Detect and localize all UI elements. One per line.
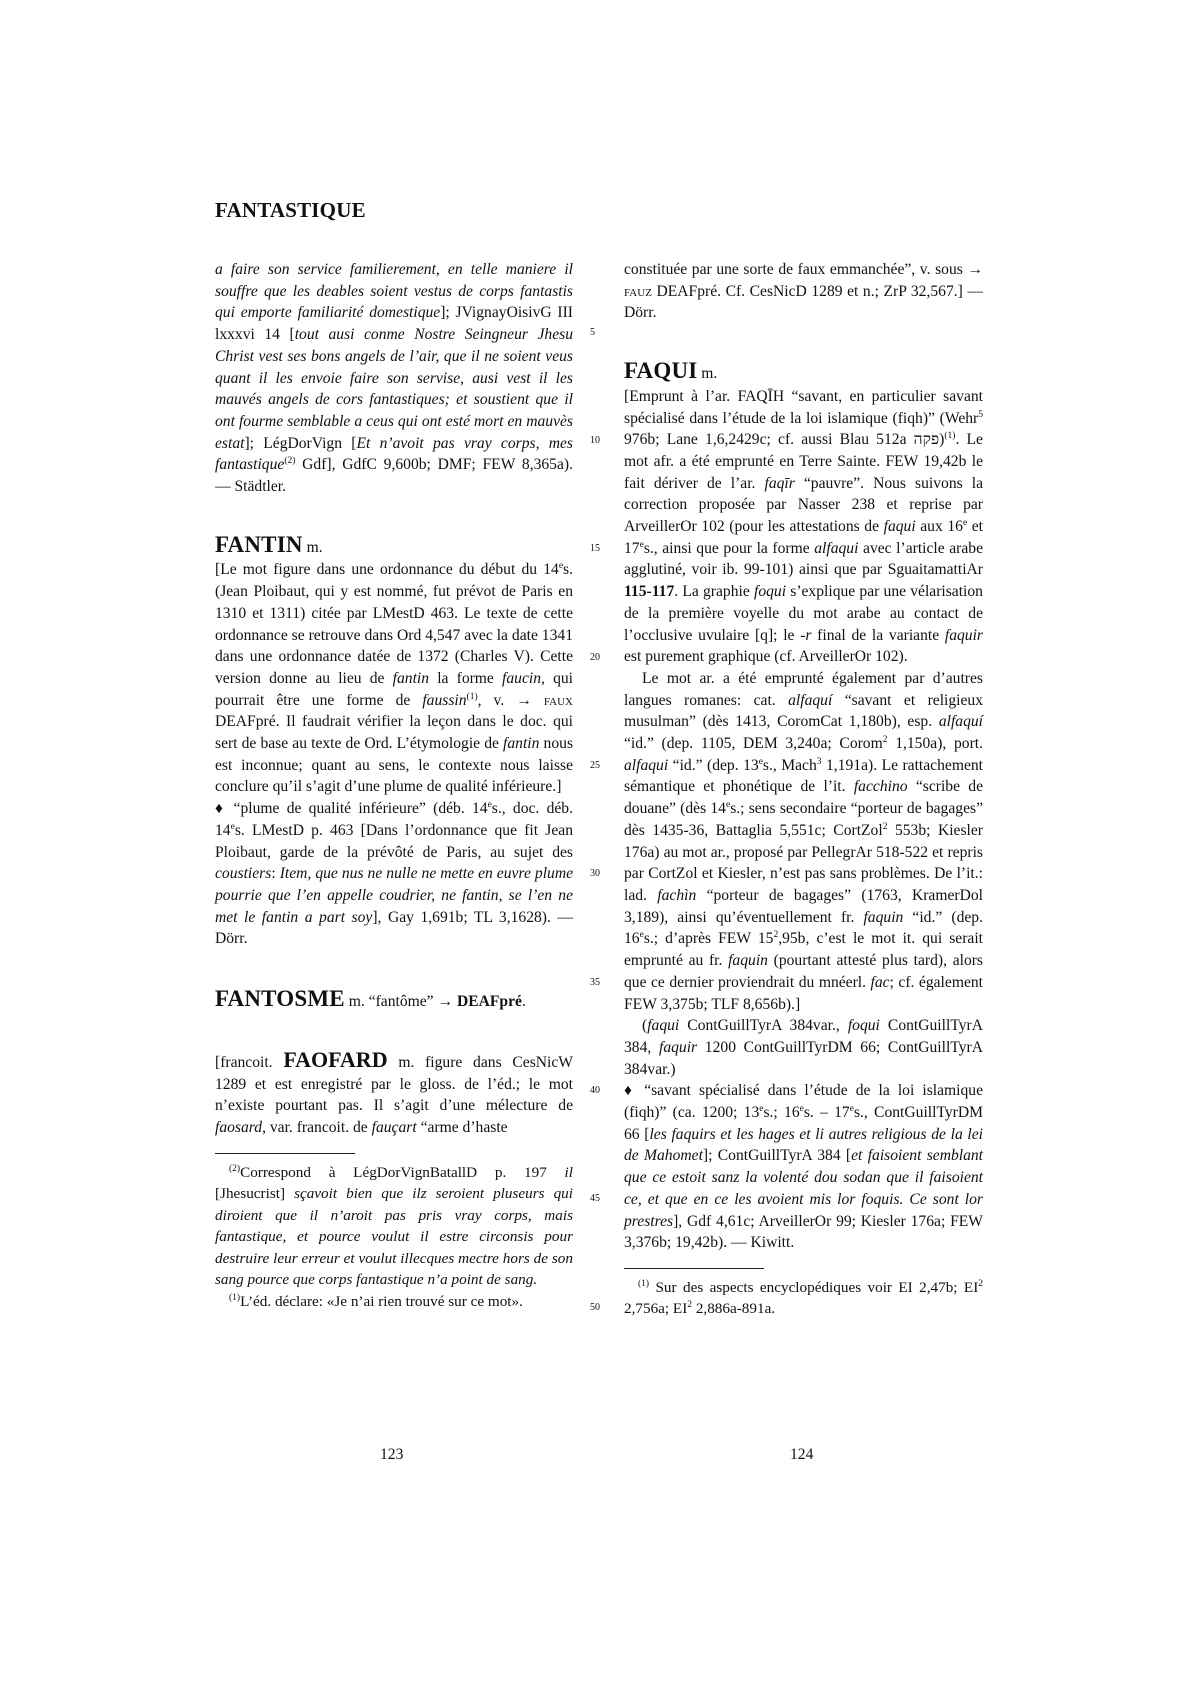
sense-fantin: ♦ “plume de qualité inférieure” (déb. 14es., doc. déb. 14es. LMestD p. 463 [Dans l’ordonnance que fit Jean Ploibaut, garde de la prévôté de Paris, au sujet des coustiers: Item, que nus ne nulle ne mette en euvre plume pourrie que l’en appelle coudrier, ne fantin, se l’en ne met le fantin a part soy], Gay 1,691b; TL 3,1628). — Dörr. — [215, 799, 574, 948]
line-number: 10 — [590, 435, 600, 446]
etymology-faqui: [Emprunt à l’ar. FAQĪH “savant, en particulier savant spécialisé dans l’étude de la loi islamique (fiqh)” (Wehr$^5$ 976b; Lane 1,6,2429c; cf. aussi Blau 512a פקה)$^{(1)}$. Le mot afr. a été emprunté en Terre Sainte. FEW 19,42b le fait dériver de l’ar. faqīr “pauvre”. Nous suivons la correction proposée par Nasser 238 et reprise par ArveillerOr 102 (pour les attestations de faqui aux 16e et 17es., ainsi que pour la forme alfaqui avec l’article arabe agglutiné, voir ib. 99-101) ainsi que par SguaitamattiAr 115-117. La graphie foqui s’explique par une vélarisation de la première voyelle du mot arabe au contact de l’occlusive uvulaire [q]; le -r final de la variante faquir est purement graphique (cf. ArveillerOr 102). — [624, 387, 984, 666]
line-number: 15 — [590, 543, 600, 554]
page-number-right: 124 — [790, 1446, 814, 1463]
cross-reference[interactable]: DEAFpré — [456, 993, 522, 1011]
line-number: 30 — [590, 868, 600, 879]
line-number: 20 — [590, 652, 600, 663]
footnote-rule — [215, 1153, 355, 1154]
entry-head-fantosme: FANTOSME m. “fantôme” → DEAFpré. — [215, 986, 526, 1012]
etymology-fantin: [Le mot figure dans une ordonnance du début du 14es. (Jean Ploibaut, qui y est nommé, fut prévot de Paris en 1310 et 1311) citée par LMestD 463. Le texte de cette ordonnance se retrouve dans Ord 4,547 avec la date 1341 dans une ordonnance datée de 1372 (Charles V). Cette version donne au lieu de fantin la forme faucin, qui pourrait être une forme de faussin$^{(1)}$, v. → faux DEAFpré. Il faudrait vérifier la leçon dans le doc. qui sert de base au texte de Ord. L’étymologie de fantin nous est inconnue; quant au sens, le contexte nous laisse conclure qu’il s’agit d’une plume de qualité inférieure.] — [215, 561, 574, 796]
faofard-continuation: constituée par une sorte de faux emmanchée”, v. sous → fauz DEAFpré. Cf. CesNicD 1289 et n.; ZrP 32,567.] — Dörr. — [624, 261, 983, 322]
sense-faqui: ♦ “savant spécialisé dans l’étude de la loi islamique (fiqh)” (ca. 1200; 13es.; 16es. – 17es., ContGuillTyrDM 66 [les faquirs et les hages et li autres religious de la lei de Mahomet]; ContGuillTyrA 384 [et faisoient semblant que ce estoit sanz la volenté dou sodan que il faisoient ce, et que en ce les avoient mis lor foquis. Ce sont lor prestres], Gdf 4,61c; ArveillerOr 99; Kiesler 176a; FEW 3,376b; 19,42b). — Kiwitt. — [624, 1082, 984, 1252]
footnote-ref[interactable]: (2) — [284, 456, 296, 467]
line-number: 50 — [590, 1302, 600, 1313]
left-column — [215, 259, 573, 1312]
right-column — [624, 259, 983, 1320]
running-title: FANTASTIQUE — [215, 198, 366, 222]
line-numbers — [590, 0, 610, 1684]
lemma: FAOFARD — [283, 1046, 388, 1072]
footnote-1: $^{(1)}$ Sur des aspects encyclopédiques voir EI 2,47b; $EI^2$ 2,756a; $EI^2$ 2,886a-891a. — [624, 1278, 983, 1318]
forms-faqui: (faqui ContGuillTyrA 384var., foqui ContGuillTyrA 384, faquir 1200 ContGuillTyrDM 66; ContGuillTyrA 384var.) — [624, 1017, 983, 1078]
page-number-left: 123 — [380, 1446, 404, 1463]
entry-faofard: [francoit. FAOFARD m. figure dans CesNicW 1289 et est enregistré par le gloss. de l’éd.; le mot n’existe pourtant pas. Il s’agit d’une mélecture de faosard, var. francoit. de fauçart “arme d’haste — [215, 1046, 573, 1136]
lemma: FANTIN — [215, 531, 303, 557]
lemma: FANTOSME — [215, 986, 345, 1012]
footnote-2: $^{(2)}$Correspond à LégDorVignBatallD p. 197 il [Jhesucrist] sçavoit bien que ilz seroient pluseurs qui diroient que il n’aroit pas pris vray corps, mais fantastique, et pource voulut il estre circonsis pour destruire leur erreur et voulut illecques mectre hors de son sang pource que corps fantastique n’a point de sang. — [215, 1163, 573, 1289]
line-number: 25 — [590, 760, 600, 771]
line-number: 45 — [590, 1193, 600, 1204]
fantastique-continuation: a faire son service familierement, en telle maniere il souffre que les deables soient vestus de corps fantastis qui emporte familiarité domestique]; JVignayOisivG III lxxxvi 14 [tout ausi conme Nostre Seingneur Jhesu Christ vest ses bons angels de l’air, que il ne soient veus quant il les envoie faire son servise, ausi vest il les mauvés angels de cors fantastiques; et soustient que il ont fourme semblable a ceus qui ont esté mort en mauvès estat]; LégDorVign [Et n’avoit pas vray corps, mes fantastique$^{(2)}$ Gdf], GdfC 9,600b; DMF; FEW 8,365a). — Städtler. — [215, 261, 573, 496]
lemma: FAQUI — [624, 358, 698, 384]
entry-head-faqui: FAQUI m. — [624, 358, 718, 384]
footnote-1: $^{(1)}$L’éd. déclare: «Je n’ai rien trouvé sur ce mot». — [229, 1292, 523, 1310]
line-number: 40 — [590, 1085, 600, 1096]
footnote-ref[interactable]: (1) — [944, 431, 956, 442]
etymology-faqui-romance: Le mot ar. a été emprunté également par d’autres langues romanes: cat. alfaquí “savant et religieux musulman” (dès 1413, CoromCat 1,180b), esp. alfaquí “id.” (dep. 1105, DEM 3,240a; Corom$^2$ 1,150a), port. alfaqui “id.” (dep. 13es., Mach$^3$ 1,191a). Le rattachement sémantique et phonétique de l’it. facchino “scribe de douane” (dès 14es.; sens secondaire “porteur de bagages” dès 1435-36, Battaglia 5,551c; CortZol$^2$ 553b; Kiesler 176a) au mot ar., proposé par PellegrAr 518-522 et repris par CortZol et Kiesler, n’est pas sans problèmes. De l’it.: lad. fachìn “porteur de bagages” (1763, KramerDol 3,189), ainsi qu’éventuellement fr. faquin “id.” (dep. 16es.; d’après FEW $15^2,95b$, c’est le mot it. qui serait emprunté au fr. faquin (pourtant attesté plus tard), alors que ce dernier proviendrait du mnéerl. fac; cf. également FEW 3,375b; TLF 8,656b).] — [624, 669, 984, 1013]
footnote-rule — [624, 1268, 764, 1269]
line-number: 35 — [590, 977, 600, 988]
line-number: 5 — [590, 327, 595, 338]
footnote-ref[interactable]: (1) — [466, 691, 478, 702]
entry-head-fantin: FANTIN m. — [215, 531, 323, 557]
